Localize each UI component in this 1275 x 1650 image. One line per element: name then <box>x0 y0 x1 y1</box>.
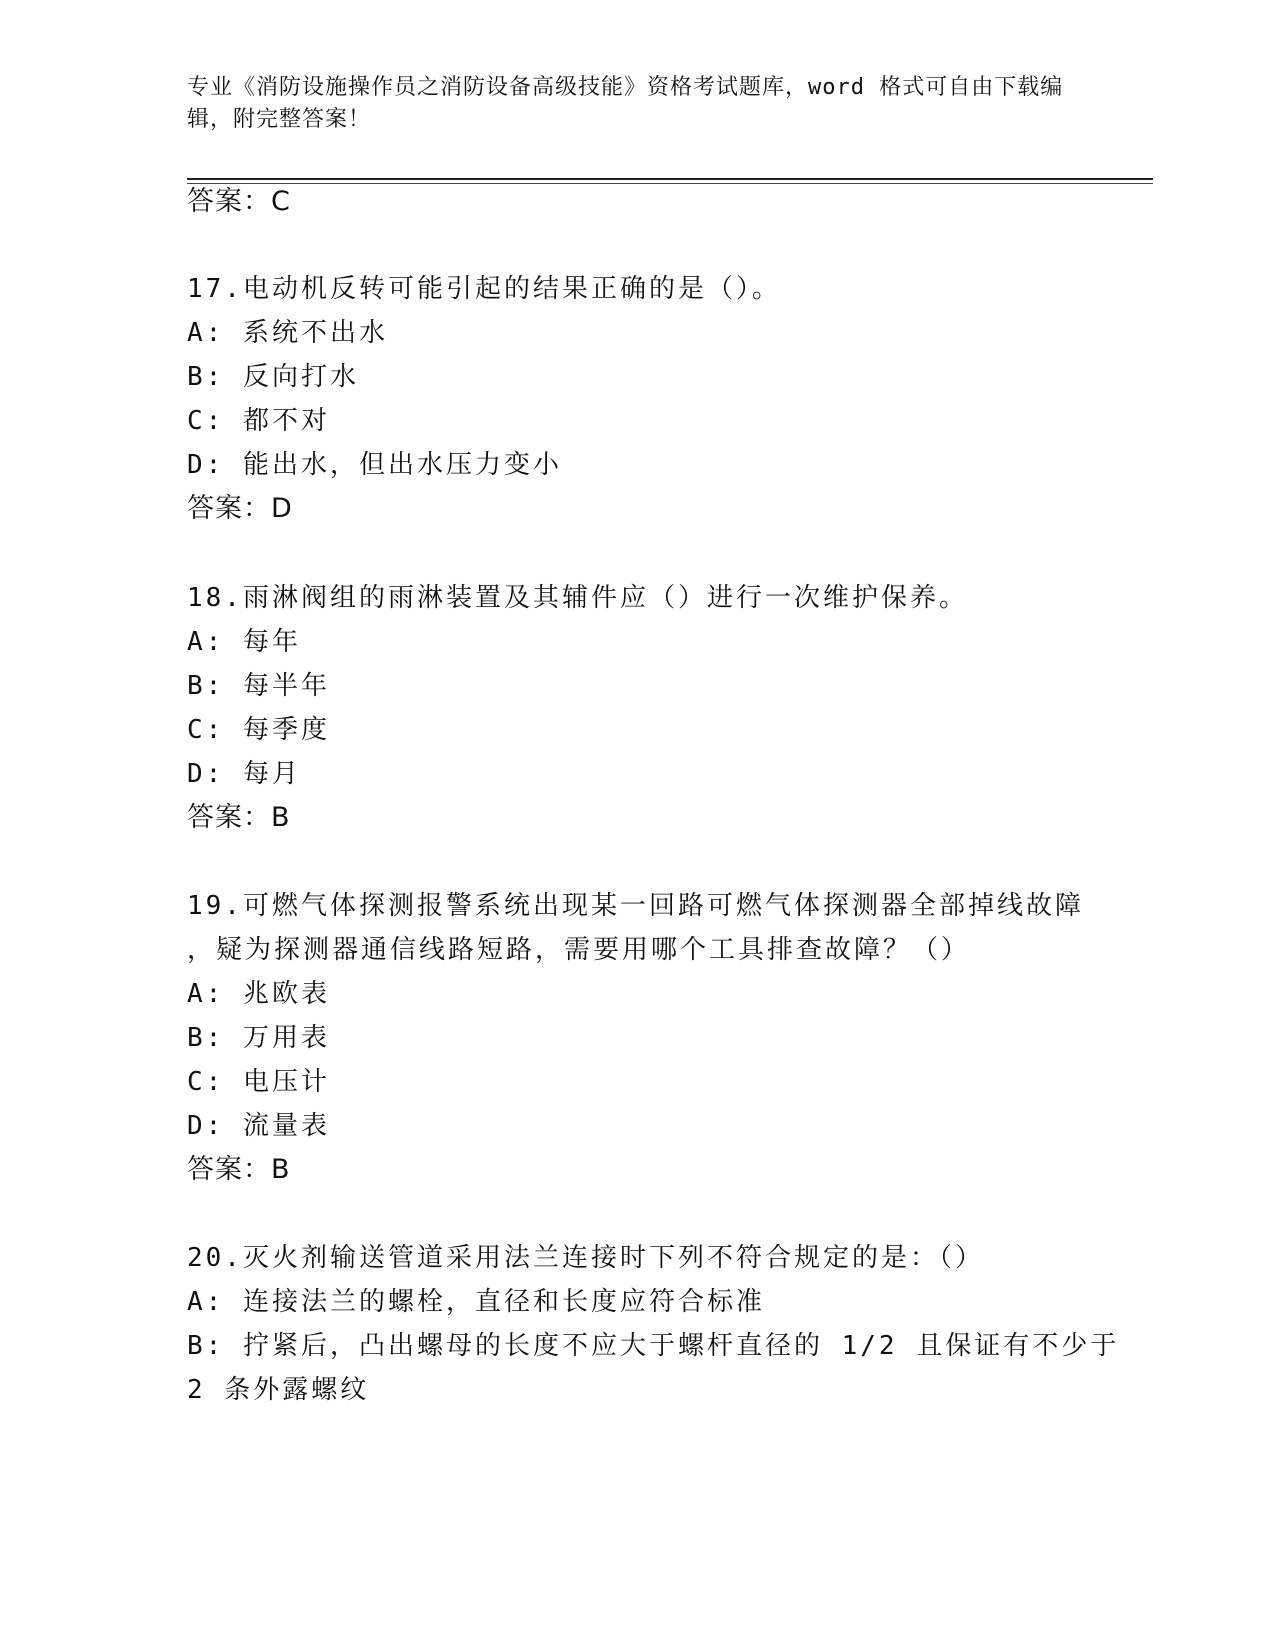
header-divider <box>187 178 1153 180</box>
header-divider-thin <box>187 183 1153 184</box>
question-17-option-d: D: 能出水，但出水压力变小 <box>187 450 562 480</box>
answer-16: 答案：C <box>187 186 291 217</box>
question-20-title: 20.灭火剂输送管道采用法兰连接时下列不符合规定的是：（） <box>187 1243 984 1273</box>
answer-19: 答案：B <box>187 1154 291 1185</box>
question-19-option-c: C: 电压计 <box>187 1067 330 1097</box>
question-18-title: 18.雨淋阀组的雨淋装置及其辅件应（）进行一次维护保养。 <box>187 583 968 613</box>
question-18-option-a: A: 每年 <box>187 627 301 657</box>
question-20-option-b: B: 拧紧后，凸出螺母的长度不应大于螺杆直径的 1/2 且保证有不少于 <box>187 1331 1120 1361</box>
answer-18: 答案：B <box>187 802 291 833</box>
question-18-option-c: C: 每季度 <box>187 715 330 745</box>
question-17-title: 17.电动机反转可能引起的结果正确的是（）。 <box>187 274 781 304</box>
question-17-option-c: C: 都不对 <box>187 406 330 436</box>
answer-17: 答案：D <box>187 493 293 524</box>
document-header: 专业《消防设施操作员之消防设备高级技能》资格考试题库，word 格式可自由下载编辑，附完整答案！ <box>187 75 1064 132</box>
question-19-title-line2: ，疑为探测器通信线路短路，需要用哪个工具排查故障？（） <box>187 935 971 965</box>
question-18-option-d: D: 每月 <box>187 759 301 789</box>
question-20-option-b-continued: 2 条外露螺纹 <box>187 1375 370 1405</box>
question-17-option-b: B: 反向打水 <box>187 362 359 392</box>
question-19-option-b: B: 万用表 <box>187 1023 330 1053</box>
question-17-option-a: A: 系统不出水 <box>187 318 388 348</box>
question-20-option-a: A: 连接法兰的螺栓，直径和长度应符合标准 <box>187 1287 765 1317</box>
question-18-option-b: B: 每半年 <box>187 671 330 701</box>
question-19-option-a: A: 兆欧表 <box>187 979 330 1009</box>
question-19-title-line1: 19.可燃气体探测报警系统出现某一回路可燃气体探测器全部掉线故障 <box>187 891 1084 921</box>
question-19-option-d: D: 流量表 <box>187 1111 330 1141</box>
